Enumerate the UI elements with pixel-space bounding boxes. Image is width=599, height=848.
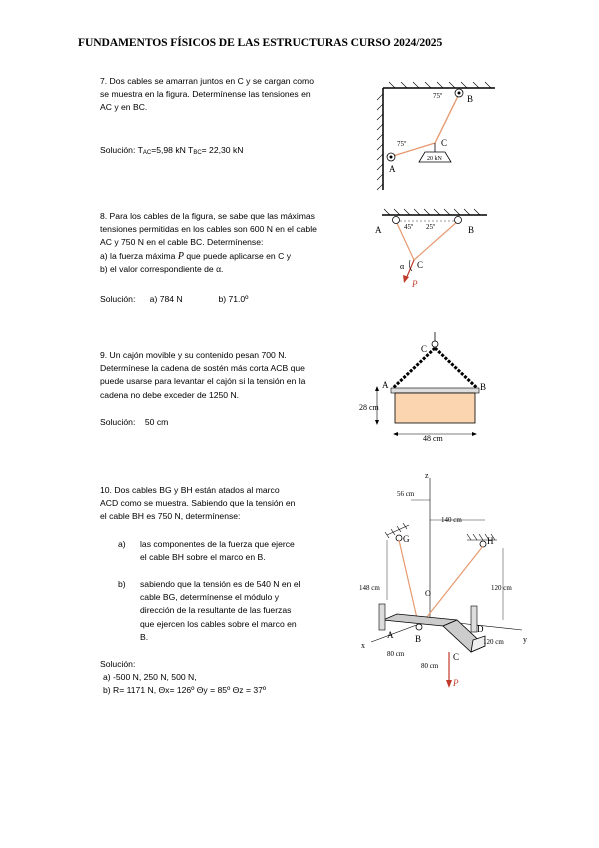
problem-9-line: 9. Un cajón movible y su contenido pesan 700 N. — [100, 350, 287, 360]
point-a-label: A — [389, 164, 396, 174]
problem-10-solution — [100, 658, 266, 698]
problem-7-line: se muestra en la figura. Determínense las tensiones en — [100, 89, 311, 100]
point-c-label: C — [421, 344, 428, 354]
solution-a: a) -500 N, 250 N, 500 N, — [103, 672, 197, 683]
problem-8-line: 8. Para los cables de la figura, se sabe que las máximas — [100, 211, 315, 221]
problem-9-line: cadena no debe exceder de 1250 N. — [100, 389, 240, 400]
problem-7-solution — [100, 144, 243, 160]
problem-10-item-a — [118, 538, 295, 564]
dimension-label: 120 cm — [483, 638, 504, 646]
force-p-label: P — [453, 678, 459, 688]
problem-8-statement — [100, 210, 317, 276]
force-p-label: P — [412, 279, 418, 289]
dimension-label: 56 cm — [397, 490, 415, 498]
document-title: FUNDAMENTOS FÍSICOS DE LAS ESTRUCTURAS CURSO 2024/2025 — [78, 36, 443, 49]
problem-10-line: 10. Dos cables BG y BH están atados al marco — [100, 485, 280, 495]
problem-8-line — [100, 250, 317, 263]
dimension-label: 80 cm — [421, 662, 439, 670]
force-arrow-icon — [403, 275, 409, 283]
dimension-label: 140 cm — [441, 516, 462, 524]
problem-7-statement — [100, 75, 314, 115]
alpha-label: α — [400, 262, 405, 271]
item-b-line: cable BG, determínense el módulo y — [140, 592, 280, 603]
point-a-label: A — [382, 380, 389, 390]
problem-8-line: b) el valor correspondiente de α. — [100, 263, 224, 274]
point-c-label: C — [417, 260, 424, 270]
angle-label: 75º — [397, 140, 407, 148]
vector-p-symbol: P — [177, 250, 184, 262]
point-c-label: C — [453, 652, 460, 662]
point-a-label: A — [387, 630, 394, 640]
dimension-label: 80 cm — [387, 650, 405, 658]
problem-8-line: AC y 750 N en el cable BC. Determínense: — [100, 237, 264, 248]
dimension-label: 120 cm — [491, 584, 512, 592]
item-b-label: b) — [118, 579, 126, 589]
item-a-label: a) — [118, 539, 126, 549]
item-b-line: que ejercen los cables sobre el marco en — [140, 618, 297, 629]
problem-8-solution: Solución: a) 784 N b) 71.0º — [100, 294, 249, 304]
subscript-bc: BC — [193, 150, 202, 156]
support-b-icon — [455, 217, 462, 224]
width-label: 48 cm — [423, 434, 443, 443]
problem-10-line: ACD como se muestra. Sabiendo que la tensión en — [100, 498, 296, 509]
point-b-label: B — [415, 634, 422, 644]
solution-value: =5,98 kN T — [151, 145, 194, 155]
axis-y-label: y — [523, 635, 527, 644]
angle-label: 25º — [426, 223, 436, 231]
force-arrow-icon — [446, 680, 452, 688]
point-c-label: C — [441, 138, 448, 148]
origin-label: O — [425, 589, 431, 598]
item-a-text: las componentes de la fuerza que ejerce — [140, 539, 295, 549]
problem-9-statement — [100, 349, 305, 402]
solution-b: b) R= 1171 N, Θx= 126º Θy = 85º Θz = 37º — [103, 685, 267, 696]
problem-8-line: tensiones permitidas en los cables son 600 N en el cable — [100, 224, 317, 235]
crate-box — [395, 393, 475, 423]
line-part: que puede aplicarse en C y — [186, 250, 291, 261]
problem-9-solution: Solución: 50 cm — [100, 417, 169, 427]
problem-9-line: Determínese la cadena de sostén más corta ACB que — [100, 363, 305, 374]
item-b-text: sabiendo que la tensión es de 540 N en el — [140, 579, 301, 589]
point-b-label: B — [468, 225, 475, 235]
angle-label: 75º — [433, 92, 443, 100]
problem-7-line: 7. Dos cables se amarran juntos en C y se cargan como — [100, 76, 314, 86]
problem-9-figure — [355, 330, 500, 445]
item-a-line: el cable BH sobre el marco en B. — [140, 552, 266, 563]
height-label: 28 cm — [359, 403, 379, 412]
item-b-line — [118, 578, 301, 591]
problem-7-figure — [375, 80, 500, 195]
point-a-label: A — [375, 225, 382, 235]
item-b-line: dirección de la resultante de las fuerzas — [140, 605, 292, 616]
problem-7-line: AC y en BC. — [100, 102, 148, 113]
solution-label: Solución: T — [100, 145, 143, 155]
angle-label: 45º — [404, 223, 414, 231]
point-b-label: B — [480, 382, 487, 392]
axis-x-label: x — [361, 641, 365, 650]
solution-label: Solución: — [100, 659, 136, 669]
item-b-line: B. — [140, 631, 149, 642]
item-a-line — [118, 538, 295, 551]
point-h-label: H — [487, 536, 494, 546]
problem-10-statement — [100, 484, 295, 524]
load-label: 20 kN — [427, 156, 442, 162]
point-d-label: D — [477, 624, 484, 634]
hook-icon — [432, 341, 438, 347]
problem-10-item-b — [118, 578, 301, 644]
dimension-label: 148 cm — [359, 584, 380, 592]
problem-9-line: puede usarse para levantar el cajón si la tensión en la — [100, 376, 306, 387]
subscript-ac: AC — [142, 150, 152, 156]
point-g-label: G — [403, 534, 410, 544]
support-a-icon — [393, 217, 400, 224]
problem-10-line: el cable BH es 750 N, determínense: — [100, 511, 241, 522]
problem-10-figure — [357, 470, 542, 695]
point-b-label: B — [467, 94, 474, 104]
axis-z-label: z — [425, 471, 429, 480]
solution-value: = 22,30 kN — [201, 145, 244, 155]
problem-8-figure — [372, 205, 492, 290]
line-part: a) la fuerza máxima — [100, 250, 176, 261]
